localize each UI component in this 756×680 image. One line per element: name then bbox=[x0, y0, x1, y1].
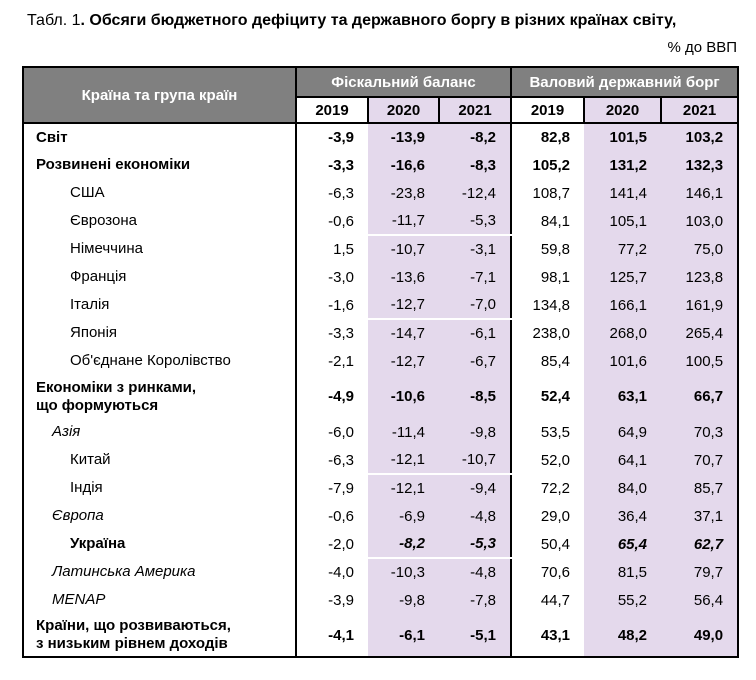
row-label: Єврозона bbox=[23, 207, 296, 235]
value-cell: -12,1 bbox=[368, 446, 439, 474]
table-row bbox=[23, 207, 738, 235]
value-cell: -3,1 bbox=[439, 235, 511, 263]
value-cell: -3,3 bbox=[328, 324, 354, 342]
row-label-line2: з низьким рівнем доходів bbox=[36, 635, 228, 652]
value-cell: -11,4 bbox=[368, 418, 439, 446]
value-cell: 72,2 bbox=[540, 479, 571, 497]
table-row bbox=[23, 263, 738, 291]
row-label: Китай bbox=[23, 446, 296, 474]
value-cell: -8,2 bbox=[439, 123, 511, 151]
value-cell: -6,7 bbox=[439, 347, 511, 375]
row-label: Об'єднане Королівство bbox=[23, 347, 296, 375]
value-cell: -3,9 bbox=[328, 129, 354, 146]
value-cell: -4,8 bbox=[439, 502, 511, 530]
value-cell: 103,0 bbox=[661, 207, 738, 235]
table-title bbox=[27, 10, 756, 31]
table-row bbox=[23, 446, 738, 474]
table-row bbox=[23, 502, 738, 530]
value-cell: -2,0 bbox=[328, 535, 354, 553]
value-cell: 43,1 bbox=[540, 626, 571, 644]
column-group-gross-debt: Валовий державний борг bbox=[511, 67, 738, 97]
value-cell: 56,4 bbox=[661, 586, 738, 614]
table-row bbox=[23, 235, 738, 263]
value-cell: -0,6 bbox=[328, 212, 354, 230]
value-cell: 79,7 bbox=[661, 558, 738, 586]
value-cell: 105,1 bbox=[584, 207, 661, 235]
value-cell: 132,3 bbox=[661, 151, 738, 179]
row-label: Україна bbox=[23, 530, 296, 558]
value-cell: 108,7 bbox=[532, 184, 571, 202]
value-cell: 53,5 bbox=[540, 423, 571, 441]
value-cell: 84,0 bbox=[584, 474, 661, 502]
value-cell: 64,1 bbox=[584, 446, 661, 474]
value-cell: 49,0 bbox=[661, 614, 738, 657]
value-cell: -4,8 bbox=[439, 558, 511, 586]
row-label: Світ bbox=[23, 123, 296, 151]
value-cell: -6,0 bbox=[328, 423, 354, 441]
table-row bbox=[23, 123, 738, 151]
value-cell: -6,3 bbox=[328, 451, 354, 469]
table-title-prefix: Табл. 1 bbox=[27, 12, 81, 29]
value-cell: -13,6 bbox=[368, 263, 439, 291]
row-label: Індія bbox=[23, 474, 296, 502]
row-label: Італія bbox=[23, 291, 296, 319]
value-cell: -12,7 bbox=[368, 291, 439, 319]
row-label: Франція bbox=[23, 263, 296, 291]
value-cell: -3,9 bbox=[328, 591, 354, 609]
table-row bbox=[23, 319, 738, 347]
table-row bbox=[23, 558, 738, 586]
value-cell: -2,1 bbox=[328, 352, 354, 370]
value-cell: 55,2 bbox=[584, 586, 661, 614]
value-cell: 100,5 bbox=[661, 347, 738, 375]
value-cell: -5,3 bbox=[439, 207, 511, 235]
value-cell: -7,1 bbox=[439, 263, 511, 291]
value-cell: 66,7 bbox=[661, 375, 738, 418]
value-cell: 36,4 bbox=[584, 502, 661, 530]
value-cell: 63,1 bbox=[584, 375, 661, 418]
value-cell: -4,0 bbox=[328, 563, 354, 581]
value-cell: 52,4 bbox=[540, 388, 571, 405]
value-cell: 75,0 bbox=[661, 235, 738, 263]
value-cell: -6,1 bbox=[368, 614, 439, 657]
value-cell: 141,4 bbox=[584, 179, 661, 207]
value-cell: -4,1 bbox=[328, 626, 354, 644]
row-label bbox=[23, 375, 296, 418]
value-cell: 238,0 bbox=[532, 324, 571, 342]
value-cell: -13,9 bbox=[368, 123, 439, 151]
column-header-country: Країна та група країн bbox=[23, 67, 296, 123]
row-label: США bbox=[23, 179, 296, 207]
value-cell: 62,7 bbox=[661, 530, 738, 558]
table-row bbox=[23, 614, 738, 657]
year-header-debt-2021: 2021 bbox=[661, 97, 738, 123]
value-cell: 1,5 bbox=[333, 240, 354, 258]
row-label: MENAP bbox=[23, 586, 296, 614]
value-cell: -10,6 bbox=[368, 375, 439, 418]
column-group-fiscal-balance: Фіскальний баланс bbox=[296, 67, 511, 97]
value-cell: -6,9 bbox=[368, 502, 439, 530]
value-cell: 81,5 bbox=[584, 558, 661, 586]
value-cell: 70,6 bbox=[540, 563, 571, 581]
table-row bbox=[23, 179, 738, 207]
row-label: Азія bbox=[23, 418, 296, 446]
value-cell: 70,7 bbox=[661, 446, 738, 474]
value-cell: 37,1 bbox=[661, 502, 738, 530]
value-cell: 44,7 bbox=[540, 591, 571, 609]
value-cell: -9,8 bbox=[439, 418, 511, 446]
value-cell: 131,2 bbox=[584, 151, 661, 179]
value-cell: 85,4 bbox=[540, 352, 571, 370]
row-label-line1: Економіки з ринками, bbox=[36, 378, 197, 396]
value-cell: 64,9 bbox=[584, 418, 661, 446]
value-cell: -4,9 bbox=[328, 388, 354, 405]
value-cell: 161,9 bbox=[661, 291, 738, 319]
value-cell: 85,7 bbox=[661, 474, 738, 502]
value-cell: -7,9 bbox=[328, 479, 354, 497]
unit-label: % до ВВП bbox=[667, 39, 737, 56]
value-cell: -8,5 bbox=[439, 375, 511, 418]
table-row bbox=[23, 375, 738, 418]
value-cell: -8,2 bbox=[368, 530, 439, 558]
value-cell: -14,7 bbox=[368, 319, 439, 347]
value-cell: 29,0 bbox=[540, 507, 571, 525]
table-row bbox=[23, 474, 738, 502]
value-cell: -11,7 bbox=[368, 207, 439, 235]
value-cell: 77,2 bbox=[584, 235, 661, 263]
value-cell: -3,0 bbox=[328, 268, 354, 286]
row-label: Латинська Америка bbox=[23, 558, 296, 586]
value-cell: 50,4 bbox=[540, 535, 571, 553]
header-group-row bbox=[23, 67, 738, 97]
value-cell: 48,2 bbox=[584, 614, 661, 657]
value-cell: 52,0 bbox=[540, 451, 571, 469]
value-cell: 146,1 bbox=[661, 179, 738, 207]
budget-debt-table bbox=[22, 66, 739, 658]
value-cell: -10,7 bbox=[368, 235, 439, 263]
value-cell: 84,1 bbox=[540, 212, 571, 230]
year-header-fiscal-2020: 2020 bbox=[368, 97, 439, 123]
value-cell: -7,0 bbox=[439, 291, 511, 319]
table-row bbox=[23, 418, 738, 446]
value-cell: -5,3 bbox=[439, 530, 511, 558]
row-label: Японія bbox=[23, 319, 296, 347]
value-cell: 268,0 bbox=[584, 319, 661, 347]
row-label: Розвинені економіки bbox=[23, 151, 296, 179]
value-cell: -10,3 bbox=[368, 558, 439, 586]
value-cell: -12,1 bbox=[368, 474, 439, 502]
value-cell: 98,1 bbox=[540, 268, 571, 286]
value-cell: -7,8 bbox=[439, 586, 511, 614]
value-cell: 123,8 bbox=[661, 263, 738, 291]
row-label: Німеччина bbox=[23, 235, 296, 263]
value-cell: 70,3 bbox=[661, 418, 738, 446]
row-label-line2: що формуються bbox=[36, 396, 159, 414]
table-row bbox=[23, 151, 738, 179]
value-cell: 265,4 bbox=[661, 319, 738, 347]
value-cell: -10,7 bbox=[439, 446, 511, 474]
value-cell: -1,6 bbox=[328, 296, 354, 314]
value-cell: 166,1 bbox=[584, 291, 661, 319]
value-cell: 59,8 bbox=[540, 240, 571, 258]
value-cell: -9,4 bbox=[439, 474, 511, 502]
year-header-debt-2020: 2020 bbox=[584, 97, 661, 123]
value-cell: 134,8 bbox=[532, 296, 571, 314]
value-cell: 101,6 bbox=[584, 347, 661, 375]
value-cell: 101,5 bbox=[584, 123, 661, 151]
value-cell: -16,6 bbox=[368, 151, 439, 179]
value-cell: -9,8 bbox=[368, 586, 439, 614]
value-cell: -23,8 bbox=[368, 179, 439, 207]
value-cell: 125,7 bbox=[584, 263, 661, 291]
table-row bbox=[23, 291, 738, 319]
year-header-fiscal-2021: 2021 bbox=[439, 97, 511, 123]
value-cell: -6,1 bbox=[439, 319, 511, 347]
table-title-main: . Обсяги бюджетного дефіциту та державного боргу в різних країнах світу, bbox=[80, 12, 677, 29]
value-cell: 105,2 bbox=[532, 156, 571, 174]
year-header-debt-2019: 2019 bbox=[511, 97, 584, 123]
value-cell: 82,8 bbox=[540, 129, 571, 146]
table-row bbox=[23, 347, 738, 375]
value-cell: -12,4 bbox=[439, 179, 511, 207]
value-cell: -12,7 bbox=[368, 347, 439, 375]
row-label-line1: Країни, що розвиваються, bbox=[36, 617, 231, 634]
value-cell: -8,3 bbox=[439, 151, 511, 179]
value-cell: -5,1 bbox=[439, 614, 511, 657]
value-cell: 103,2 bbox=[661, 123, 738, 151]
value-cell: -0,6 bbox=[328, 507, 354, 525]
row-label: Європа bbox=[23, 502, 296, 530]
table-row bbox=[23, 586, 738, 614]
year-header-fiscal-2019: 2019 bbox=[296, 97, 368, 123]
row-label bbox=[23, 614, 296, 657]
table-row bbox=[23, 530, 738, 558]
value-cell: -6,3 bbox=[328, 184, 354, 202]
value-cell: -3,3 bbox=[328, 156, 354, 174]
value-cell: 65,4 bbox=[584, 530, 661, 558]
